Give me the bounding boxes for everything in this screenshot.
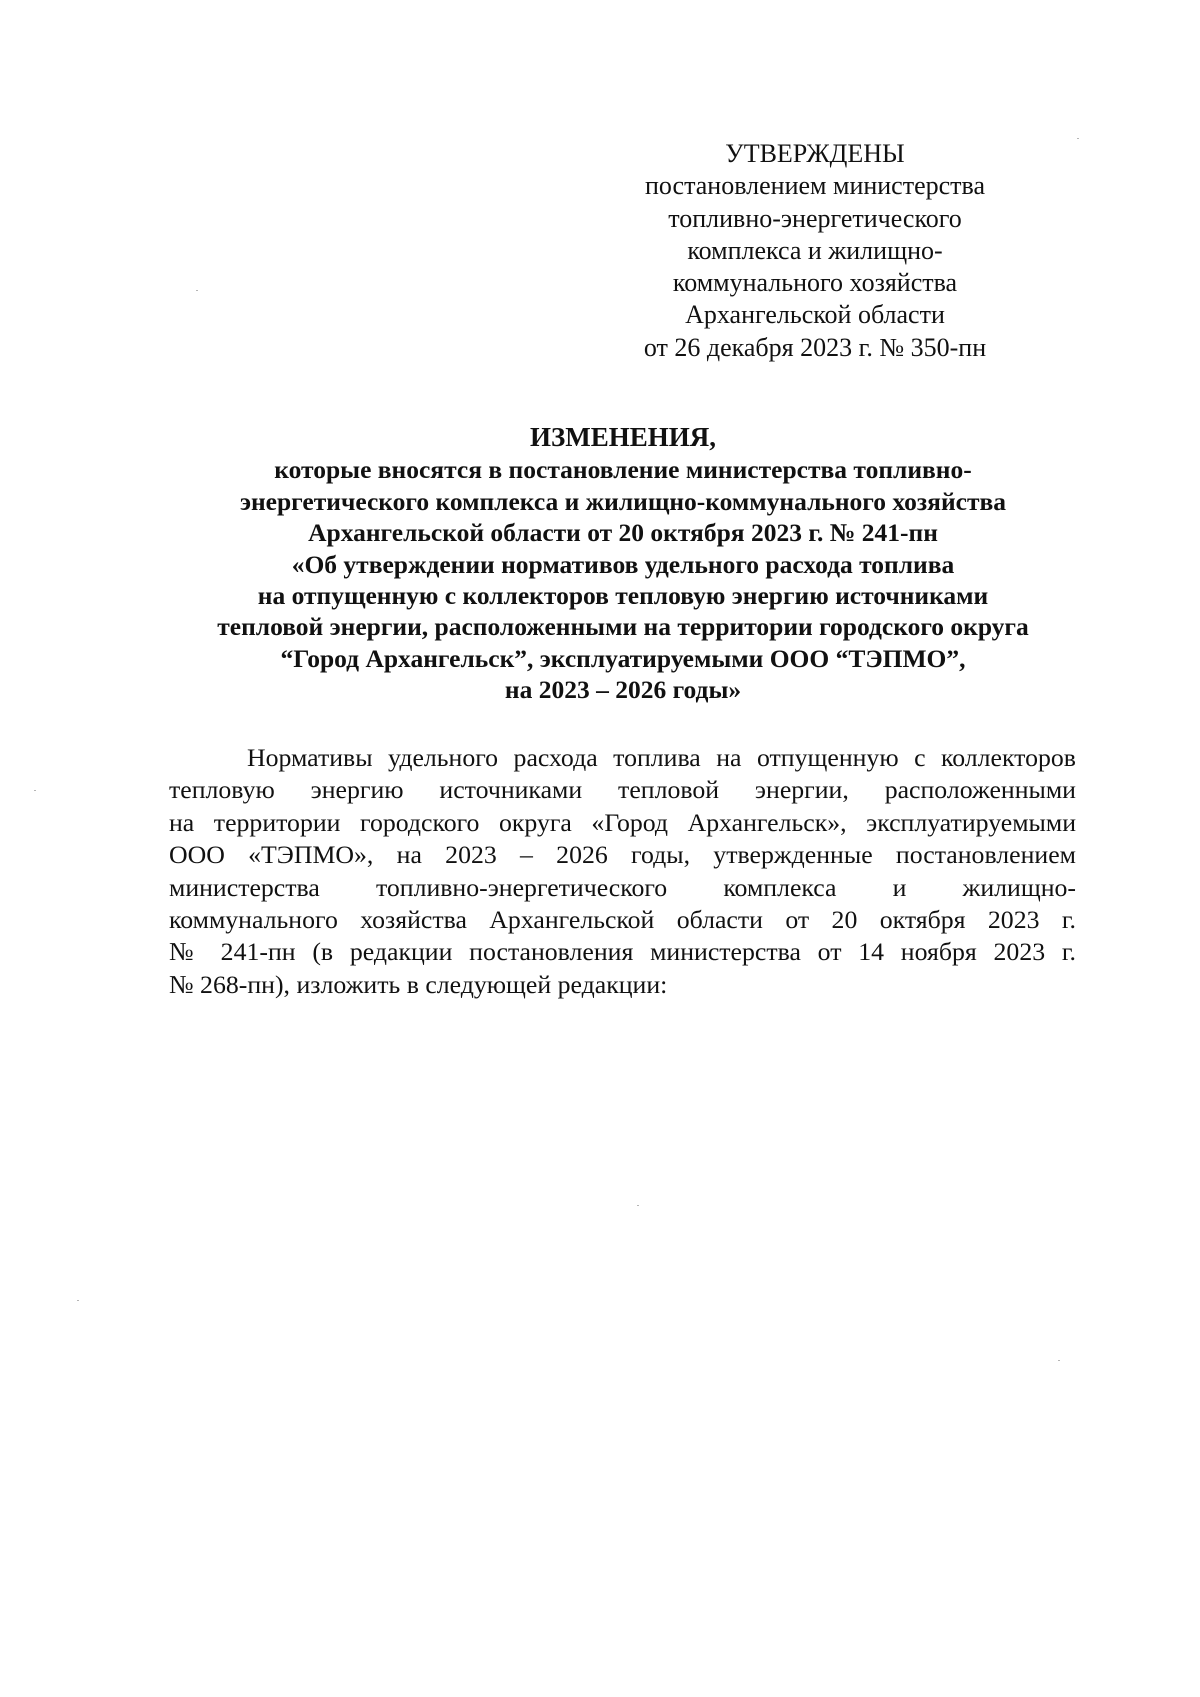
approval-line: от 26 декабря 2023 г. № 350-пн	[643, 332, 987, 362]
body-line: № 268-пн), изложить в следующей редакции:	[169, 969, 668, 999]
scan-speck	[34, 790, 36, 791]
heading-line: на 2023 – 2026 годы»	[504, 675, 742, 705]
approval-line: топливно-энергетического	[668, 203, 962, 233]
approval-stamp-block	[640, 138, 990, 364]
heading-line: тепловой энергии, расположенными на территории городского округа	[217, 612, 1029, 642]
heading-line: Архангельской области от 20 октября 2023 г. № 241-пн	[308, 518, 938, 548]
scan-speck	[196, 290, 198, 291]
heading-line: на отпущенную с коллекторов тепловую энергию источниками	[257, 581, 989, 611]
scan-speck	[637, 1205, 639, 1206]
heading-line: «Об утверждении нормативов удельного расхода топлива	[291, 549, 955, 579]
body-paragraph	[169, 742, 1076, 1001]
document-heading	[168, 422, 1078, 706]
approval-line: Архангельской области	[685, 300, 945, 330]
body-line: тепловую энергию источниками тепловой энергии, расположенными	[169, 775, 1076, 805]
heading-line: которые вносятся в постановление министерства топливно-	[274, 455, 972, 485]
heading-line: энергетического комплекса и жилищно-коммунального хозяйства	[239, 486, 1007, 516]
approval-line: комплекса и жилищно-	[687, 235, 943, 265]
body-line: министерства топливно-энергетического комплекса и жилищно-	[169, 872, 1076, 902]
heading-line: “Город Архангельск”, эксплуатируемыми ООО “ТЭПМО”,	[280, 643, 966, 673]
scan-speck	[77, 1300, 79, 1301]
body-line: Нормативы удельного расхода топлива на отпущенную с коллекторов	[247, 743, 1076, 772]
approval-line: постановлением министерства	[644, 171, 986, 201]
scan-speck	[1077, 138, 1079, 139]
body-line: ООО «ТЭПМО», на 2023 – 2026 годы, утвержденные постановлением	[169, 840, 1076, 870]
document-title: ИЗМЕНЕНИЯ,	[529, 422, 716, 452]
body-line: на территории городского округа «Город Архангельск», эксплуатируемыми	[169, 807, 1076, 837]
scan-speck	[1058, 1360, 1060, 1361]
body-line: № 241-пн (в редакции постановления министерства от 14 ноября 2023 г.	[169, 937, 1076, 967]
body-line: коммунального хозяйства Архангельской области от 20 октября 2023 г.	[169, 905, 1076, 935]
approval-line: коммунального хозяйства	[672, 268, 958, 298]
approval-line: УТВЕРЖДЕНЫ	[725, 139, 905, 168]
